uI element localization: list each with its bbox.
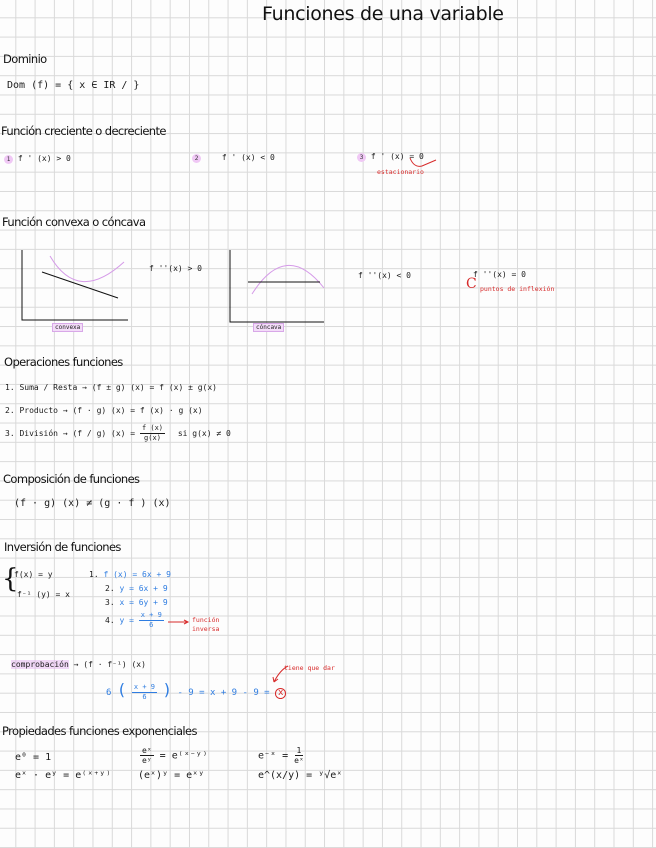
op-division-num: 3. — [5, 429, 15, 438]
check-coef: 6 — [106, 688, 112, 698]
creciente-item-1 — [4, 154, 71, 164]
arrow-icon: → — [82, 383, 87, 392]
exp-c2a-rhs: = e⁽ˣ⁻ʸ⁾ — [159, 750, 208, 762]
creciente-expr-1: f ' (x) > 0 — [17, 154, 71, 163]
brace-icon: { — [2, 564, 19, 594]
op-division-label: División — [19, 429, 58, 438]
op-division — [5, 424, 231, 443]
note-tiene-que-dar: tiene que dar — [284, 664, 335, 672]
check-rest: - 9 = x + 9 - 9 = — [177, 688, 270, 698]
heading-composicion: Composición de funciones — [3, 472, 140, 486]
fraction-numerator: f (x) — [141, 424, 164, 432]
note-funcion: función — [192, 616, 220, 624]
bracket-inflexion: C — [466, 276, 477, 292]
note-inflexion: puntos de inflexión — [480, 285, 555, 293]
inv-step-4-num: 4. — [105, 616, 115, 625]
op-suma-label: Suma / Resta — [19, 383, 78, 392]
op-producto-num: 2. — [5, 406, 15, 415]
bullet-3: 3 — [357, 153, 366, 162]
op-producto-label: Producto — [19, 406, 58, 415]
fraction-denominator: 6 — [149, 621, 154, 629]
graph-concava — [224, 248, 334, 324]
cond-convexa: f ''(x) > 0 — [149, 264, 202, 273]
exp-c2b: (eˣ)ʸ = eˣʸ — [138, 770, 205, 781]
heading-creciente: Función creciente o decreciente — [1, 124, 166, 138]
op-suma-expr: (f ± g) (x) = f (x) ± g(x) — [91, 383, 217, 392]
inv-step-2-num: 2. — [105, 584, 115, 593]
inv-system-1: f(x) = y — [14, 570, 53, 579]
op-suma — [5, 383, 217, 392]
composicion-formula: (f · g) (x) ≠ (g · f ) (x) — [14, 498, 171, 509]
inv-step-2-expr: y = 6x + 9 — [119, 584, 168, 593]
inv-step-1-num: 1. — [89, 570, 99, 579]
check-expr: (f · f⁻¹) (x) — [83, 660, 146, 669]
op-division-lhs: (f / g) (x) = — [72, 429, 136, 438]
fraction-denominator: eʸ — [142, 756, 152, 765]
op-producto-expr: (f · g) (x) = f (x) · g (x) — [72, 406, 203, 415]
heading-exponenciales: Propiedades funciones exponenciales — [2, 724, 197, 738]
fraction-denominator: 6 — [142, 693, 147, 701]
cond-inflexion: f ''(x) = 0 — [473, 270, 526, 279]
op-suma-num: 1. — [5, 383, 15, 392]
inv-step-3 — [105, 598, 168, 607]
check-label: comprobación — [11, 660, 69, 669]
exp-c3a-lhs: e⁻ˣ = — [258, 750, 289, 762]
arrow-funcion-inversa — [168, 620, 190, 624]
exp-c3a — [258, 746, 304, 765]
arrow-icon: → — [62, 406, 68, 415]
exp-c1b: eˣ · eʸ = e⁽ˣ⁺ʸ⁾ — [15, 770, 112, 781]
bullet-1: 1 — [4, 155, 13, 164]
op-division-fraction — [140, 424, 165, 443]
op-division-cond: si g(x) ≠ 0 — [177, 429, 231, 438]
cond-concava: f ''(x) < 0 — [358, 271, 411, 280]
fraction-numerator: eˣ — [142, 746, 152, 755]
label-concava: cóncava — [253, 323, 284, 332]
page-title: Funciones de una variable — [262, 3, 504, 25]
fraction-denominator: g(x) — [144, 434, 161, 442]
label-convexa: convexa — [52, 323, 83, 332]
inv-step-4-fraction — [139, 611, 164, 630]
note-funcion-inversa — [192, 616, 219, 634]
arrow-icon: → — [62, 429, 68, 438]
paren-close: ) — [162, 680, 173, 699]
inv-step-4-lhs: y = — [119, 616, 134, 625]
exp-c3b: e^(x/y) = ʸ√eˣ — [258, 770, 343, 781]
fraction-numerator: 1 — [296, 746, 302, 755]
check-calc — [106, 680, 286, 702]
inv-step-1 — [89, 570, 171, 579]
inv-step-3-expr: x = 6y + 9 — [119, 598, 168, 607]
arrow-icon: → — [73, 660, 79, 669]
heading-dominio: Dominio — [3, 52, 47, 66]
note-estacionario: estacionario — [377, 168, 424, 176]
bullet-2: 2 — [192, 154, 201, 163]
check-line — [11, 660, 146, 669]
exp-c1a: e⁰ = 1 — [15, 752, 52, 763]
note-inversa: inversa — [192, 625, 220, 633]
domain-formula: Dom (f) = { x ∈ IR / } — [7, 80, 140, 91]
exp-c2a-fraction — [140, 746, 154, 765]
heading-inversion: Inversión de funciones — [4, 540, 121, 554]
inv-step-4 — [105, 611, 164, 630]
heading-convexa: Función convexa o cóncava — [2, 215, 146, 229]
fraction-numerator: x + 9 — [133, 683, 155, 691]
inv-step-1-expr: f (x) = 6x + 9 — [103, 570, 171, 579]
op-producto — [5, 406, 203, 415]
creciente-expr-2: f ' (x) < 0 — [221, 153, 275, 162]
inv-step-2 — [105, 584, 168, 593]
graph-convexa — [16, 248, 132, 324]
fraction-denominator: eˣ — [294, 756, 304, 765]
creciente-item-2 — [192, 153, 275, 163]
fraction-numerator: x + 9 — [140, 611, 162, 619]
paren-open: ( — [116, 680, 127, 699]
inv-step-3-num: 3. — [105, 598, 115, 607]
creciente-expr-3: f ' (x) = 0 — [370, 152, 424, 161]
exp-c2a — [140, 746, 208, 765]
inv-system-2: f⁻¹ (y) = x — [17, 590, 70, 599]
exp-c3a-fraction — [294, 746, 304, 765]
check-fraction — [132, 683, 157, 702]
check-result: x — [275, 688, 286, 699]
heading-operaciones: Operaciones funciones — [4, 355, 123, 369]
